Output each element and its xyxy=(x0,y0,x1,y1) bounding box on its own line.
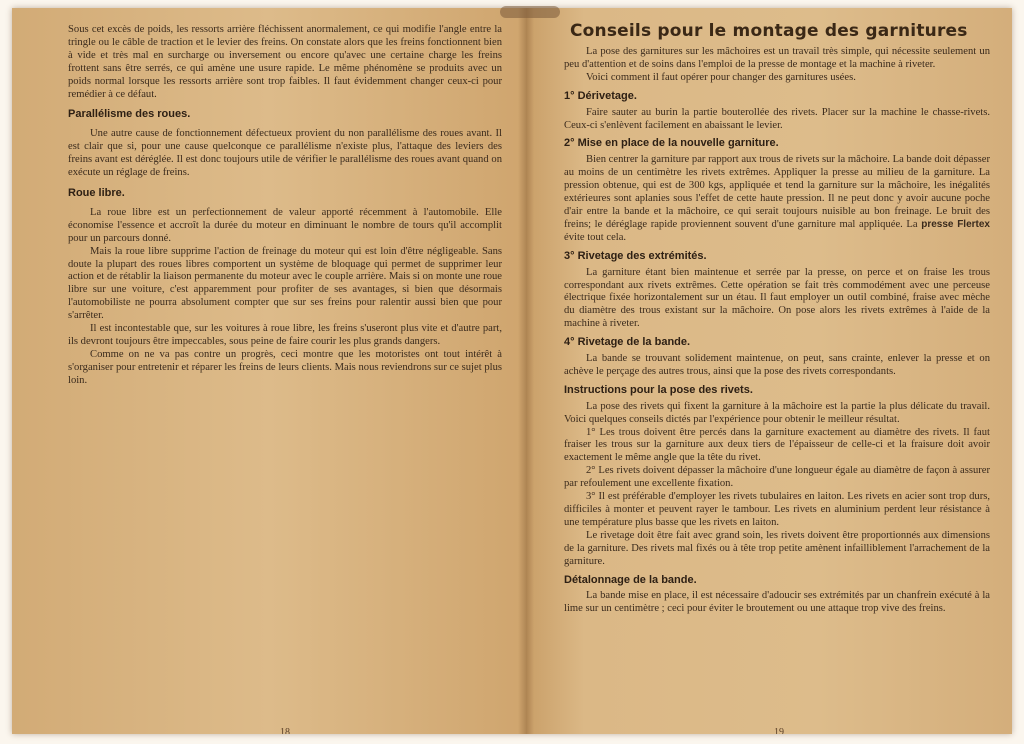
parallelisme-paragraph: Une autre cause de fonctionnement défectueux provient du non parallélisme des roues avant. Il est clair que si, pour une cause quelconque ce parallélisme n'existe plus, l'attaque des leviers des freins avant est déréglée. Il est donc toujours utile de vérifier le parallélisme des roues avant quand on exécute un réglage de freins. xyxy=(68,128,502,179)
instructions-paragraph-4: 3° Il est préférable d'employer les rivets tubulaires en laiton. Les rivets en acier sont trop durs, difficiles à monter et peuvent rayer le tambour. Les rivets en aluminium perdent leur résistance à une température plus basse que les rivets en laiton. xyxy=(564,491,990,528)
instructions-paragraph-1: La pose des rivets qui fixent la garniture à la mâchoire est la partie la plus délicate du travail. Voici quelques conseils dictés par l'expérience pour obtenir le meilleur résultat. xyxy=(564,400,990,425)
heading-mise-en-place: 2° Mise en place de la nouvelle garniture. xyxy=(564,137,779,150)
heading-instructions-rivets: Instructions pour la pose des rivets. xyxy=(564,383,753,396)
left-intro-paragraph: Sous cet excès de poids, les ressorts arrière fléchissent anormalement, ce qui modifie l'angle entre la tringle ou le câble de traction et le levier des freins. On constate alors que les freins fonctionnent bien à vide et très mal en surcharge ou inversement ou encore qu'avec une certaine charge les freins frottent sans être serrés, ce qui amène une usure rapide. Le même phénomène se produits avec un poids normal lorsque les ressorts arrière sont trop faibles. Il faut évidemment changer ceux-ci pour remédier à ce défaut. xyxy=(68,24,502,100)
right-intro-paragraph-1: La pose des garnitures sur les mâchoires est un travail très simple, qui nécessite seulement un peu d'attention et de soins dans l'emploi de la presse de montage et la machine à riveter. xyxy=(564,46,990,70)
heading-derivetage: 1° Dérivetage. xyxy=(564,89,637,102)
detalonnage-paragraph: La bande mise en place, il est nécessaire d'adoucir ses extrémités par un chanfrein exécuté à la lime sur un centimètre ; ceci pour éviter le broutement ou une attaque trop vive des freins. xyxy=(564,590,990,615)
roue-libre-paragraph-3: Il est incontestable que, sur les voitures à roue libre, les freins s'useront plus vite et d'autre part, ils devront toujours être impeccables, sous peine de faire courir les plus grands dangers. xyxy=(68,323,502,347)
mise-en-place-paragraph xyxy=(564,154,990,244)
heading-parallelisme: Parallélisme des roues. xyxy=(68,108,191,121)
mise-en-place-end: évite tout cela. xyxy=(564,231,627,243)
rivetage-bande-paragraph: La bande se trouvant solidement maintenue, on peut, sans crainte, enlever la presse et on achève le perçage des autres trous, ainsi que la pose des rivets correspondants. xyxy=(564,353,990,377)
roue-libre-paragraph-4: Comme on ne va pas contre un progrès, ceci montre que les motoristes ont tout intérêt à s'organiser pour entretenir et réparer les freins de leurs clients. Mais nous reviendrons sur ce sujet plus loin. xyxy=(68,348,502,386)
binding-thread xyxy=(500,6,560,18)
right-page-number: 19 xyxy=(774,727,784,734)
book-gutter xyxy=(518,8,534,734)
rivetage-extremites-paragraph: La garniture étant bien maintenue et serrée par la presse, on perce et on fraise les trous correspondant aux rivets extrêmes. Cette opération se fait très commodément avec une perceuse électrique fixée horizontalement sur un étau. Il faut employer un outil combiné, fraise avec mèche du diamètre des trous existant sur la mâchoire. On pose alors les rivets extrêmes à l'aide de la machine à riveter. xyxy=(564,266,990,330)
right-page-text xyxy=(564,46,990,616)
left-page xyxy=(12,8,526,734)
heading-roue-libre: Roue libre. xyxy=(68,186,125,199)
heading-detalonnage: Détalonnage de la bande. xyxy=(564,573,697,586)
right-page xyxy=(526,8,1012,734)
right-intro-paragraph-2: Voici comment il faut opérer pour changer des garnitures usées. xyxy=(586,71,856,83)
book-spread xyxy=(12,8,1012,734)
instructions-paragraph-5: Le rivetage doit être fait avec grand soin, les rivets doivent être proportionnés aux dimensions de la garniture. Des rivets mal fixés ou à tête trop petite amènent infailliblement l'arrachement de la garniture. xyxy=(564,529,990,567)
left-page-text xyxy=(68,24,502,388)
left-page-number: 18 xyxy=(280,727,290,734)
roue-libre-paragraph-1: La roue libre est un perfectionnement de valeur apporté récemment à l'automobile. Elle économise l'essence et accroît la durée du moteur en diminuant le nombre de tours qu'il accomplit pour un parcours donné. xyxy=(68,206,502,244)
instructions-paragraph-3: 2° Les rivets doivent dépasser la mâchoire d'une longueur égale au diamètre de façon à assurer par refoulement une excellente fixation. xyxy=(564,465,990,490)
roue-libre-paragraph-2: Mais la roue libre supprime l'action de freinage du moteur qui est loin d'être négligeable. Sans doute la plupart des roues libres comportent un système de bloquage qui permet de supprimer leur action et de rétablir la liaison permanente du moteur avec le couple arrière. Mais si on monte une roue libre sur une voiture, c'est apparemment pour profiter de ses avantages, si bien que désormais l'automobiliste ne pourra absolument compter que sur ses freins pour ralentir aussi bien que pour s'arrêter. xyxy=(68,245,502,322)
heading-rivetage-extremites: 3° Rivetage des extrémités. xyxy=(564,249,707,262)
brand-name: presse Flertex xyxy=(921,218,990,230)
heading-rivetage-bande: 4° Rivetage de la bande. xyxy=(564,336,691,349)
instructions-paragraph-2: 1° Les trous doivent être percés dans la garniture exactement au diamètre des rivets. Il faut fraiser les trous sur la garniture aux deux tiers de l'épaisseur de celle-ci et la fraisure doit avoir exactement le même angle que la tête du rivet. xyxy=(564,426,990,464)
mise-en-place-text: Bien centrer la garniture par rapport aux trous de rivets sur la mâchoire. La bande doit dépasser au moins de un centimètre les rivets extrêmes. Appliquer la presse au milieu de la garniture. La pression obtenue, qui est de 300 kgs, appliquée et tend la garniture sur la mâchoire, les inégalités extérieures sont aplanies sous l'effet de cette haute pression. Il ne peut donc y avoir aucune poche d'air entre la bande et la mâchoire, ce qui serait toujours nuisible au bon freinage. Le bruit des freins; le déréglage rapide proviennent souvent d'une garniture mal appliquée. La xyxy=(564,154,990,230)
derivetage-paragraph: Faire sauter au burin la partie bouterollée des rivets. Placer sur la machine le chasse-rivets. Ceux-ci s'enlèvent facilement en abaissant le levier. xyxy=(564,106,990,131)
page-title: Conseils pour le montage des garnitures xyxy=(570,21,968,41)
